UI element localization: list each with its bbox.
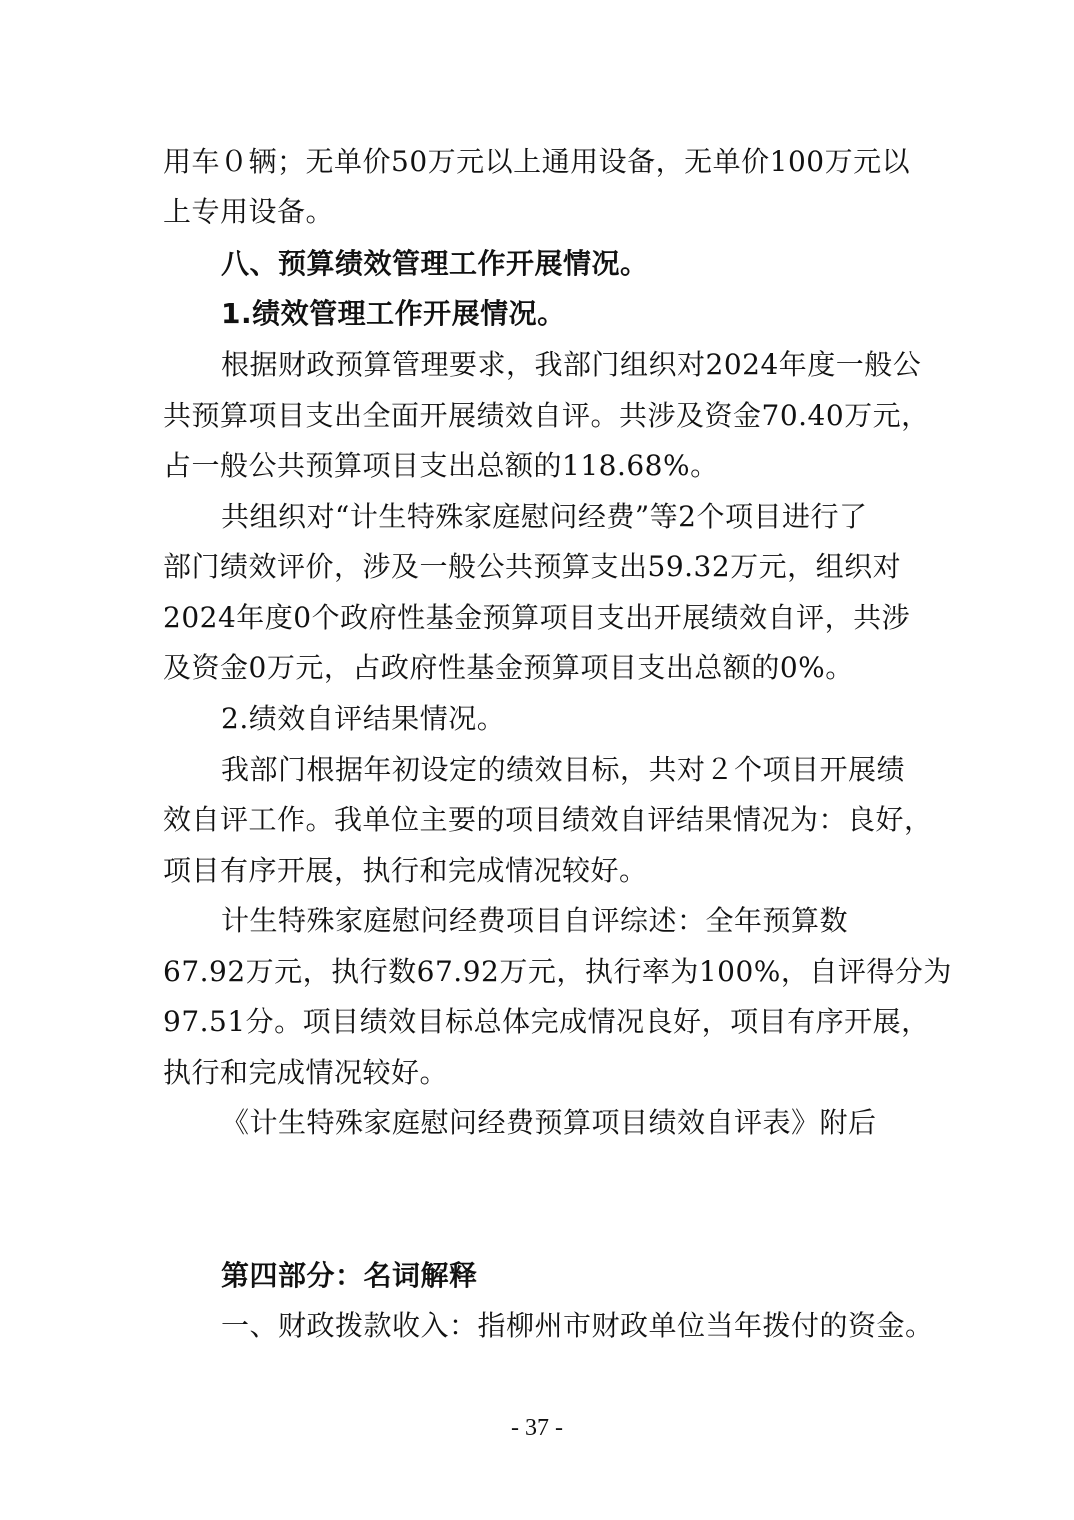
subsection-heading-2: 2.绩效自评结果情况。 bbox=[221, 702, 506, 735]
text-line-17: 67.92万元，执行数67.92万元，执行率为100%，自评得分为 bbox=[163, 955, 952, 988]
text-line-5: 根据财政预算管理要求，我部门组织对2024年度一般公 bbox=[221, 348, 922, 381]
text-line-14: 效自评工作。我单位主要的项目绩效自评结果情况为：良好， bbox=[163, 803, 933, 836]
text-line-11: 及资金0万元，占政府性基金预算项目支出总额的0%。 bbox=[163, 651, 854, 684]
text-line-10: 2024年度0个政府性基金预算项目支出开展绩效自评，共涉 bbox=[163, 601, 911, 634]
attachment-note: 《计生特殊家庭慰问经费预算项目绩效自评表》附后 bbox=[221, 1106, 877, 1139]
text-line-7: 占一般公共预算项目支出总额的118.68%。 bbox=[163, 449, 719, 482]
part-four-heading: 第四部分：名词解释 bbox=[221, 1259, 478, 1292]
subsection-heading-1: 1.绩效管理工作开展情况。 bbox=[221, 297, 566, 330]
text-line-6: 共预算项目支出全面开展绩效自评。共涉及资金70.40万元， bbox=[163, 399, 930, 432]
text-line-15: 项目有序开展，执行和完成情况较好。 bbox=[163, 854, 648, 887]
text-line-2: 上专用设备。 bbox=[163, 195, 335, 228]
term-definition-1: 一、财政拨款收入：指柳州市财政单位当年拨付的资金。 bbox=[221, 1309, 934, 1342]
text-line-19: 执行和完成情况较好。 bbox=[163, 1056, 449, 1089]
text-line-1: 用车０辆；无单价50万元以上通用设备，无单价100万元以 bbox=[163, 145, 911, 178]
text-line-9: 部门绩效评价，涉及一般公共预算支出59.32万元，组织对 bbox=[163, 550, 902, 583]
text-line-8: 共组织对“计生特殊家庭慰问经费”等2个项目进行了 bbox=[221, 500, 868, 533]
text-line-16: 计生特殊家庭慰问经费项目自评综述：全年预算数 bbox=[221, 904, 849, 937]
text-line-18: 97.51分。项目绩效目标总体完成情况良好，项目有序开展， bbox=[163, 1005, 930, 1038]
page-number: - 37 - bbox=[511, 1415, 563, 1441]
section-heading-8: 八、预算绩效管理工作开展情况。 bbox=[221, 247, 649, 280]
text-line-13: 我部门根据年初设定的绩效目标，共对２个项目开展绩 bbox=[221, 753, 906, 786]
